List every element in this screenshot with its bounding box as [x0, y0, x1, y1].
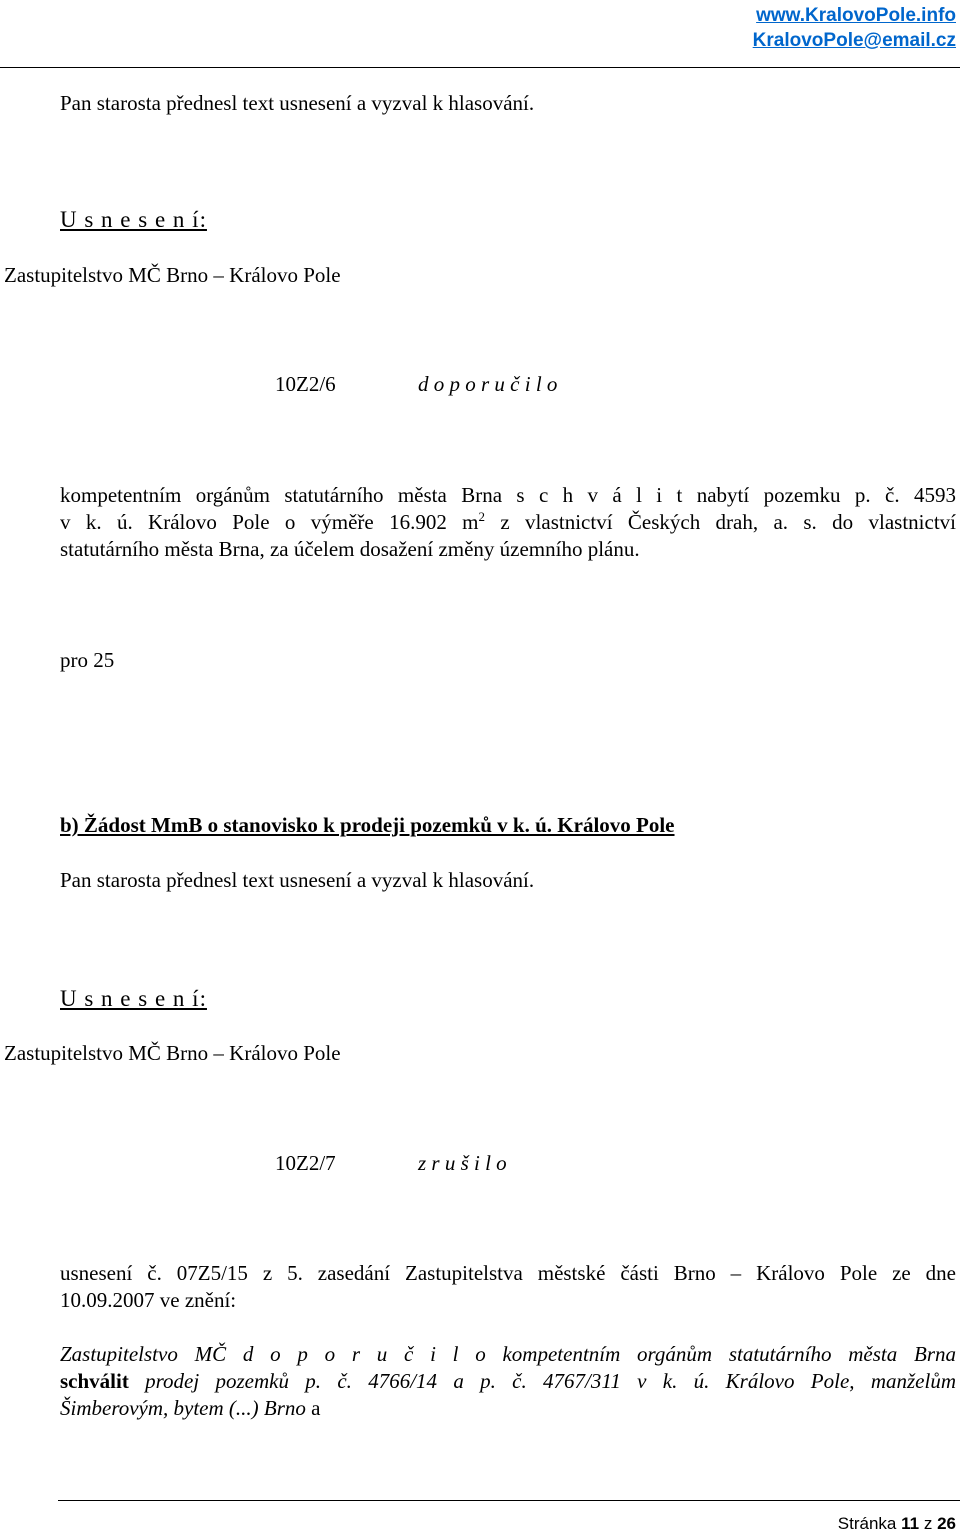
text-segment: z vlastnictví Českých drah, a. s. do vlastnictví — [485, 510, 956, 534]
page-total: 26 — [937, 1514, 956, 1533]
resolution-text-2-line1: usnesení č. 07Z5/15 z 5. zasedání Zastupitelstva městské části Brno – Královo Pole ze dne — [60, 1261, 956, 1285]
resolution-text-2-line2: 10.09.2007 ve znění: — [60, 1288, 237, 1312]
resolution-number-2: 10Z2/7 — [275, 1151, 336, 1175]
usneseni-title-2: U s n e s e n í: — [60, 986, 207, 1011]
resolution-text-2 — [60, 1260, 956, 1314]
council-name-1: Zastupitelstvo MČ Brno – Královo Pole — [4, 263, 341, 287]
superscript: 2 — [478, 509, 486, 524]
resolution-number-1: 10Z2/6 — [275, 372, 336, 396]
resolution-text-1-line3: statutárního města Brna, za účelem dosažení změny územního plánu. — [60, 537, 640, 561]
website-link[interactable]: www.KralovoPole.info — [756, 5, 956, 26]
quoted-resolution-line3 — [60, 1395, 956, 1422]
resolution-text-1 — [60, 482, 956, 563]
intro-text-2: Pan starosta přednesl text usnesení a vyzval k hlasování. — [60, 868, 535, 892]
emphasis-schvalit: schválit — [60, 1369, 129, 1393]
page-current: 11 — [901, 1514, 920, 1533]
quoted-resolution-line1: Zastupitelstvo MČ d o p o r u č i l o kompetentním orgánům statutárního města Brna — [60, 1342, 956, 1366]
vote-result-1: pro 25 — [60, 648, 115, 672]
text-segment: prodej pozemků p. č. 4766/14 a p. č. 4767/311 v k. ú. Královo Pole, manželům — [128, 1369, 956, 1393]
text-segment: v k. ú. Královo Pole o výměře 16.902 m — [60, 510, 479, 534]
email-link[interactable]: KralovoPole@email.cz — [752, 30, 956, 51]
text-segment: Šimberovým, bytem (...) Brno — [60, 1396, 306, 1420]
quoted-resolution-line2 — [60, 1368, 956, 1395]
resolution-verb-2: z r u š i l o — [418, 1151, 507, 1175]
intro-text-1: Pan starosta přednesl text usnesení a vyzval k hlasování. — [60, 91, 535, 115]
page-label: Stránka — [837, 1514, 897, 1533]
page-number — [838, 1514, 956, 1534]
section-heading-b: b) Žádost MmB o stanovisko k prodeji pozemků v k. ú. Královo Pole — [60, 813, 675, 837]
resolution-text-1-line2 — [60, 509, 956, 536]
page-separator: z — [923, 1514, 933, 1533]
header-divider — [0, 67, 960, 68]
resolution-text-1-line1: kompetentním orgánům statutárního města Brna s c h v á l i t nabytí pozemku p. č. 4593 — [60, 483, 956, 507]
text-segment: a — [305, 1396, 321, 1420]
resolution-verb-1: d o p o r u č i l o — [418, 372, 558, 396]
quoted-resolution — [60, 1341, 956, 1422]
usneseni-title-1: U s n e s e n í: — [60, 207, 207, 232]
footer-divider — [58, 1500, 960, 1501]
header-contact — [753, 3, 956, 53]
council-name-2: Zastupitelstvo MČ Brno – Královo Pole — [4, 1041, 341, 1065]
